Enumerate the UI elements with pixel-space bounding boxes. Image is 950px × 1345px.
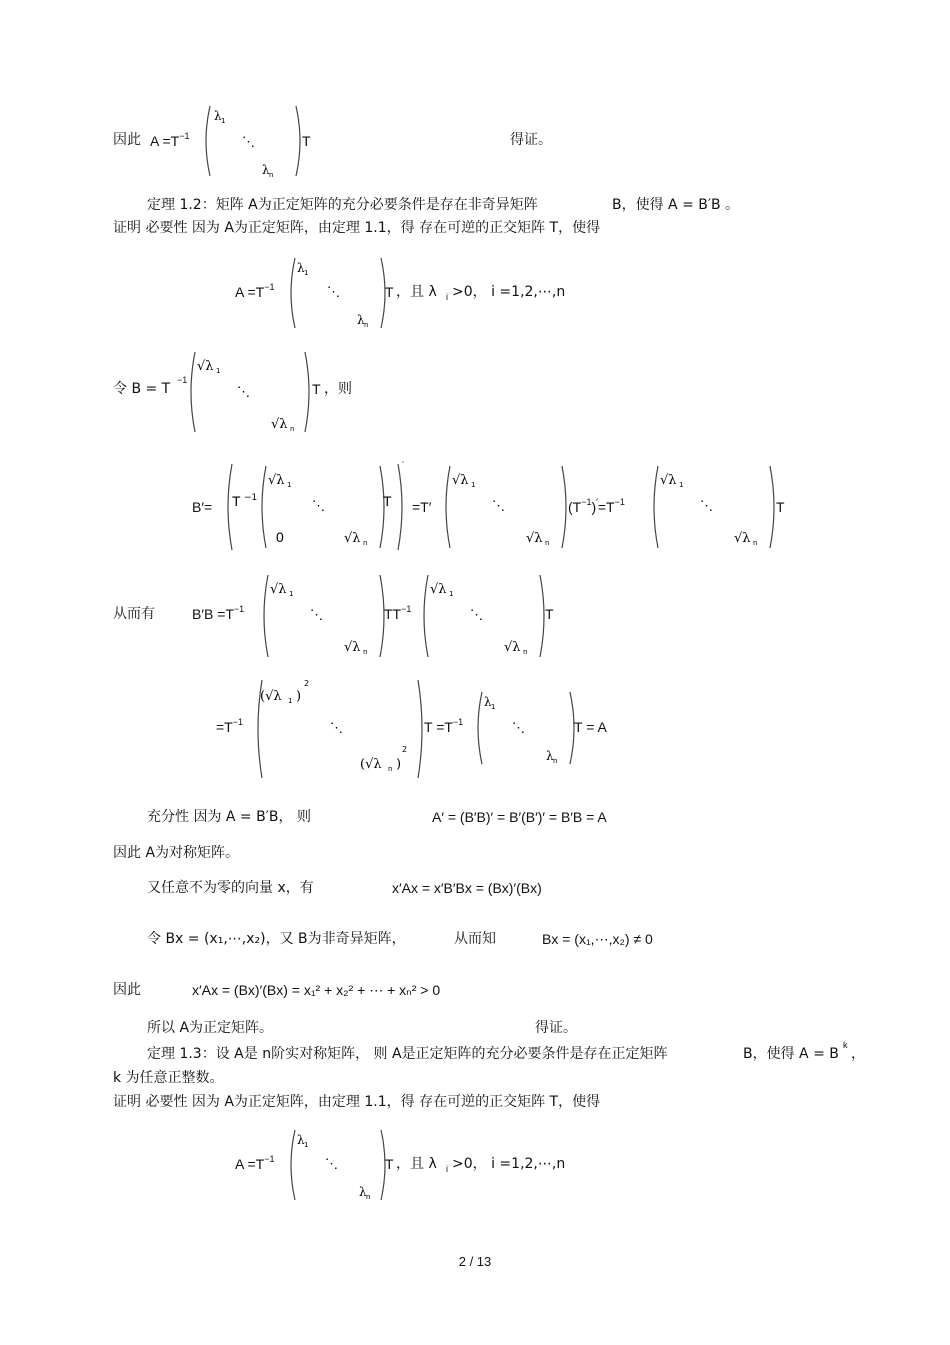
proof-necessity-2: 证明 必要性 因为 A为正定矩阵，由定理 1.1，得 存在可逆的正交矩阵 T，使得 xyxy=(113,1094,601,1110)
let-b: 令 B = T xyxy=(113,381,171,397)
svg-text:√λ: √λ xyxy=(504,640,521,655)
text-hence: 因此 xyxy=(113,132,141,148)
quadratic-form-eq: x′Ax = (Bx)′(Bx) = x₁² + x₂² + ⋯ + xₙ² > 0 xyxy=(192,982,441,998)
svg-text:2: 2 xyxy=(402,745,408,754)
matrix-sqrt-lambda-5 xyxy=(258,571,393,661)
document-page: 因此 $A =T^{-1}$ λ 1 ⋱ λ n T 得证。 定理 1.2：矩阵 A为正定矩阵的充分必要条件是存在非奇异矩阵 B，使得 A = B′B 。 证明 必要性 因为 A为正定矩阵，由定理 1.1，得 存在可逆的正交矩阵 T，使得 $A =T^{-1}$ λ 1 ⋱ λ n T ，且 λ $_i$ >0， i =1,2,⋯,n 令 B = T $^{-1}$ √λ 1 ⋱ √λ n T ，则 B′= T −1 √λ 1 ⋱ 0 √λ n T ′ =T′ √λ 1 ⋱ √λ n $(T^{-1})'=T^{-1}$ √λ 1 ⋱ √λ n T 从而有 $B'B =T^{-1}$ √λ 1 ⋱ √λ n $TT^{-1}$ √λ 1 ⋱ √λ n T $=T^{-1}$ (√λ 1 ) 2 ⋱ (√λ n ) 2 $T =T^{-1}$ λ 1 ⋱ λ n T = A 充分性 因为 A = B′B， 则 A′ = (B′B)′ = B′(B′)′ = B′B = A 因此 A为对称矩阵。 又任意不为零的向量 x，有 x′Ax = x′B′Bx = (Bx)′(Bx) 令 Bx = (x₁,⋯,x₂)，又 B为非奇异矩阵， 从而知 Bx = (x₁,⋯,x₂) ≠ 0 因此 x′Ax = (Bx)′(Bx) = x₁² + x₂² + ⋯ + xₙ² > 0 所以 A为正定矩阵。 得证。 定理 1.3：设 A是 n阶实对称矩阵， 则 A是正定矩阵的充分必要条件是存在正定矩阵 B，使得 A = B k ， k 为任意正整数。 证明 必要性 因为 A为正定矩阵，由定理 1.1，得 存在可逆的正交矩阵 T，使得 $A =T^{-1}$ λ 1 ⋱ λ n T ，且 λ $_i$ >0， i =1,2,⋯,n 2 / 13 xyxy=(0,0,950,1345)
svg-text:n: n xyxy=(269,171,274,179)
svg-text:(√λ: (√λ xyxy=(260,689,282,704)
matrix-diag-lambda xyxy=(200,102,310,180)
svg-text:n: n xyxy=(553,757,558,765)
theorem-1-2-end: B，使得 A = B′B 。 xyxy=(612,197,740,213)
matrix-diag-lambda-3 xyxy=(472,688,584,768)
formula-a-eq-t-inv: $A =T^{-1}$ xyxy=(150,131,190,149)
svg-text:√λ: √λ xyxy=(452,473,469,488)
any-vector: 又任意不为零的向量 x，有 xyxy=(147,880,314,896)
svg-text:⋱: ⋱ xyxy=(237,385,250,400)
thus-have: 从而有 xyxy=(113,606,155,622)
svg-text:√λ: √λ xyxy=(270,582,287,597)
svg-text:): ) xyxy=(296,689,302,704)
svg-text:1: 1 xyxy=(679,481,684,489)
svg-text:√λ: √λ xyxy=(271,417,288,432)
matrix-b-prime-outer xyxy=(222,460,412,555)
sufficiency-eq: A′ = (B′B)′ = B′(B′)′ = B′B = A xyxy=(432,809,607,825)
svg-text:⋱: ⋱ xyxy=(512,721,525,736)
svg-text:λ: λ xyxy=(297,261,305,275)
matrix-sqrt-lambda xyxy=(185,348,320,436)
matrix-diag-lambda-4 xyxy=(285,1126,395,1204)
theorem-1-3: 定理 1.3：设 A是 n阶实对称矩阵， 则 A是正定矩阵的充分必要条件是存在正定矩阵 xyxy=(147,1046,668,1062)
svg-text:⋱: ⋱ xyxy=(330,721,343,736)
svg-text:n: n xyxy=(753,539,758,547)
matrix-sqrt-lambda-4 xyxy=(648,462,783,552)
svg-text:√λ: √λ xyxy=(526,531,543,546)
svg-text:): ) xyxy=(396,757,402,772)
matrix-diag-lambda-2 xyxy=(285,254,395,332)
svg-text:√λ: √λ xyxy=(660,473,677,488)
let-bx: 令 Bx = (x₁,⋯,x₂)，又 B为非奇异矩阵， xyxy=(147,931,406,947)
svg-text:T: T xyxy=(383,493,392,509)
matrix-sqrt-lambda-3 xyxy=(440,462,575,552)
theorem-1-2: 定理 1.2：矩阵 A为正定矩阵的充分必要条件是存在非奇异矩阵 xyxy=(147,197,538,213)
matrix-squared-sqrt xyxy=(252,676,432,782)
text-proved: 得证。 xyxy=(510,132,552,148)
svg-text:1: 1 xyxy=(289,590,294,598)
svg-text:⋱: ⋱ xyxy=(312,499,325,514)
svg-text:n: n xyxy=(366,1193,371,1201)
svg-text:2: 2 xyxy=(304,679,310,688)
svg-text:√λ: √λ xyxy=(197,359,214,374)
svg-text:−1: −1 xyxy=(244,493,258,503)
sufficiency: 充分性 因为 A = B′B， 则 xyxy=(147,809,311,825)
svg-text:n: n xyxy=(545,539,550,547)
svg-text:λ: λ xyxy=(546,749,554,763)
any-vector-eq: x′Ax = x′B′Bx = (Bx)′(Bx) xyxy=(392,880,542,896)
svg-text:⋱: ⋱ xyxy=(325,1157,338,1172)
svg-text:λ: λ xyxy=(357,313,365,327)
svg-text:1: 1 xyxy=(304,1141,309,1149)
svg-text:1: 1 xyxy=(221,117,226,125)
svg-text:λ: λ xyxy=(214,109,222,123)
bx-nonzero: Bx = (x₁,⋯,x₂) ≠ 0 xyxy=(542,931,653,947)
matrix-sqrt-lambda-6 xyxy=(418,571,553,661)
svg-text:1: 1 xyxy=(288,697,293,705)
svg-text:1: 1 xyxy=(491,703,496,711)
svg-text:⋱: ⋱ xyxy=(242,135,255,150)
svg-text:T: T xyxy=(232,493,241,509)
svg-text:⋱: ⋱ xyxy=(310,608,323,623)
svg-text:n: n xyxy=(388,765,393,773)
so-positive-definite: 所以 A为正定矩阵。 xyxy=(147,1020,274,1036)
svg-text:√λ: √λ xyxy=(734,531,751,546)
hence-2: 因此 xyxy=(113,982,141,998)
svg-text:n: n xyxy=(363,539,368,547)
svg-text:(√λ: (√λ xyxy=(360,757,382,772)
svg-text:1: 1 xyxy=(287,481,292,489)
svg-text:√λ: √λ xyxy=(344,640,361,655)
svg-text:n: n xyxy=(290,425,295,433)
svg-text:λ: λ xyxy=(262,163,270,177)
svg-text:λ: λ xyxy=(297,1133,305,1147)
theorem-1-3-line2: k 为任意正整数。 xyxy=(113,1070,224,1086)
svg-text:1: 1 xyxy=(216,367,221,375)
svg-text:⋱: ⋱ xyxy=(327,285,340,300)
svg-text:⋱: ⋱ xyxy=(492,499,505,514)
svg-text:λ: λ xyxy=(484,695,492,709)
svg-text:√λ: √λ xyxy=(268,473,285,488)
proof-necessity: 证明 必要性 因为 A为正定矩阵，由定理 1.1，得 存在可逆的正交矩阵 T，使得 xyxy=(113,220,601,236)
hence-symmetric: 因此 A为对称矩阵。 xyxy=(113,845,240,861)
svg-text:n: n xyxy=(364,321,369,329)
svg-text:⋱: ⋱ xyxy=(700,499,713,514)
svg-text:n: n xyxy=(523,648,528,656)
svg-text:′: ′ xyxy=(402,461,405,471)
svg-text:1: 1 xyxy=(304,269,309,277)
svg-text:n: n xyxy=(363,648,368,656)
svg-text:1: 1 xyxy=(449,590,454,598)
svg-text:⋱: ⋱ xyxy=(470,608,483,623)
svg-text:√λ: √λ xyxy=(430,582,447,597)
svg-text:0: 0 xyxy=(276,529,284,545)
page-number: 2 / 13 xyxy=(458,1254,492,1269)
svg-text:1: 1 xyxy=(471,481,476,489)
svg-text:λ: λ xyxy=(359,1185,367,1199)
svg-text:√λ: √λ xyxy=(344,531,361,546)
